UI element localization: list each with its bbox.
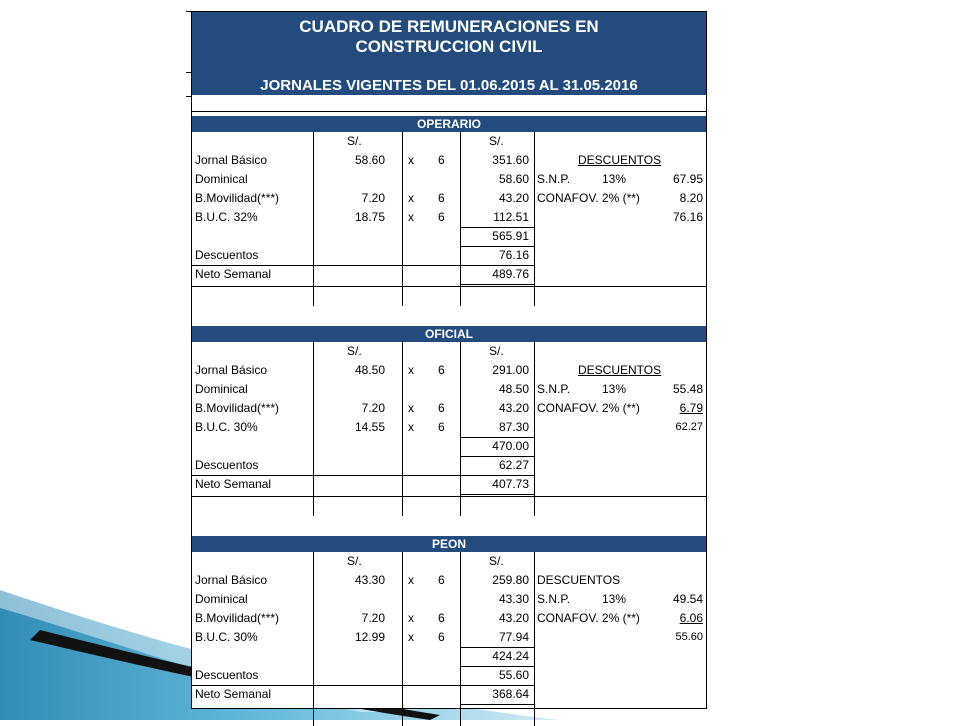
section-grid [192,342,706,516]
times-sign: x [408,630,414,644]
descuentos-label: Descuentos [195,458,259,472]
currency-header: S/. [489,134,504,148]
days-value: 6 [438,630,445,644]
page-title-line1: CUADRO DE REMUNERACIONES EN [299,17,599,36]
rate-value: 7.20 [361,401,385,415]
snp-percent: 13% [602,382,627,396]
conafov-value: 6.79 [679,401,703,415]
title-banner [192,12,706,95]
neto-semanal-label: Neto Semanal [195,267,272,281]
days-value: 6 [438,153,445,167]
grid-line [313,342,314,516]
days-value: 6 [438,401,445,415]
snp-value: 67.95 [672,172,703,186]
times-sign: x [408,401,414,415]
amount-value: 43.30 [498,592,529,606]
deductions-total: 62.27 [675,421,703,433]
grid-line [402,342,403,516]
currency-header: S/. [347,344,362,358]
snp-percent: 13% [602,592,627,606]
row-label: Dominical [195,592,248,606]
page-title-line2: CONSTRUCCION CIVIL [355,37,543,56]
times-sign: x [408,191,414,205]
deductions-header: DESCUENTOS [537,573,621,587]
days-value: 6 [438,363,445,377]
row-label: B.Movilidad(***) [195,401,280,415]
conafov-label: CONAFOV. 2% (**) [537,191,640,205]
subtotal-value: 565.91 [492,229,529,243]
section-oficial [192,326,706,516]
rate-value: 7.20 [361,191,385,205]
days-value: 6 [438,210,445,224]
row-label: B.Movilidad(***) [195,611,280,625]
row-label: Jornal Básico [195,153,268,167]
wage-table-sheet [191,11,707,709]
amount-value: 43.20 [498,401,529,415]
amount-value: 43.20 [498,611,529,625]
rate-value: 18.75 [354,210,385,224]
times-sign: x [408,573,414,587]
page-subtitle: JORNALES VIGENTES DEL 01.06.2015 AL 31.05.2016 [260,77,638,94]
row-label: B.Movilidad(***) [195,191,280,205]
snp-value: 55.48 [672,382,703,396]
conafov-label: CONAFOV. 2% (**) [537,401,640,415]
snp-label: S.N.P. [537,592,571,606]
deductions-total: 76.16 [672,210,703,224]
rate-value: 58.60 [354,153,385,167]
section-operario [192,116,706,306]
conafov-label: CONAFOV. 2% (**) [537,611,640,625]
subtotal-value: 424.24 [492,649,529,663]
rate-value: 48.50 [354,363,385,377]
snp-label: S.N.P. [537,382,571,396]
deductions-header: DESCUENTOS [578,363,662,377]
section-header-operario: OPERARIO [192,116,706,132]
currency-header: S/. [489,554,504,568]
grid-line [402,552,403,726]
row-label: Dominical [195,172,248,186]
section-peon [192,536,706,726]
rate-value: 43.30 [354,573,385,587]
amount-value: 291.00 [492,363,529,377]
row-label: Jornal Básico [195,573,268,587]
currency-header: S/. [489,344,504,358]
section-grid [192,552,706,726]
deductions-total: 55.60 [675,631,703,643]
neto-semanal-value: 407.73 [492,477,529,491]
row-label: B.U.C. 30% [195,630,258,644]
descuentos-value: 55.60 [498,668,529,682]
section-header-oficial: OFICIAL [192,326,706,342]
conafov-value: 6.06 [679,611,703,625]
rate-value: 12.99 [354,630,385,644]
section-grid [192,132,706,306]
amount-value: 77.94 [498,630,529,644]
days-value: 6 [438,191,445,205]
neto-semanal-label: Neto Semanal [195,477,272,491]
snp-label: S.N.P. [537,172,571,186]
amount-value: 87.30 [498,420,529,434]
neto-semanal-label: Neto Semanal [195,687,272,701]
rate-value: 14.55 [354,420,385,434]
amount-value: 48.50 [498,382,529,396]
snp-value: 49.54 [672,592,703,606]
descuentos-value: 76.16 [498,248,529,262]
descuentos-value: 62.27 [498,458,529,472]
times-sign: x [408,363,414,377]
currency-header: S/. [347,554,362,568]
amount-value: 43.20 [498,191,529,205]
times-sign: x [408,153,414,167]
amount-value: 259.80 [492,573,529,587]
amount-value: 58.60 [498,172,529,186]
descuentos-label: Descuentos [195,248,259,262]
grid-line [313,552,314,726]
currency-header: S/. [347,134,362,148]
days-value: 6 [438,611,445,625]
subtotal-value: 470.00 [492,439,529,453]
grid-line [313,132,314,306]
rate-value: 7.20 [361,611,385,625]
times-sign: x [408,420,414,434]
descuentos-label: Descuentos [195,668,259,682]
times-sign: x [408,611,414,625]
row-label: B.U.C. 32% [195,210,258,224]
section-header-peon: PEON [192,536,706,552]
row-label: Dominical [195,382,248,396]
divider [192,111,706,112]
neto-semanal-value: 368.64 [492,687,529,701]
row-label: Jornal Básico [195,363,268,377]
conafov-value: 8.20 [679,191,703,205]
row-label: B.U.C. 30% [195,420,258,434]
days-value: 6 [438,420,445,434]
amount-value: 351.60 [492,153,529,167]
times-sign: x [408,210,414,224]
amount-value: 112.51 [493,210,529,224]
neto-semanal-value: 489.76 [492,267,529,281]
snp-percent: 13% [602,172,627,186]
days-value: 6 [438,573,445,587]
deductions-header: DESCUENTOS [578,153,662,167]
grid-line [402,132,403,306]
